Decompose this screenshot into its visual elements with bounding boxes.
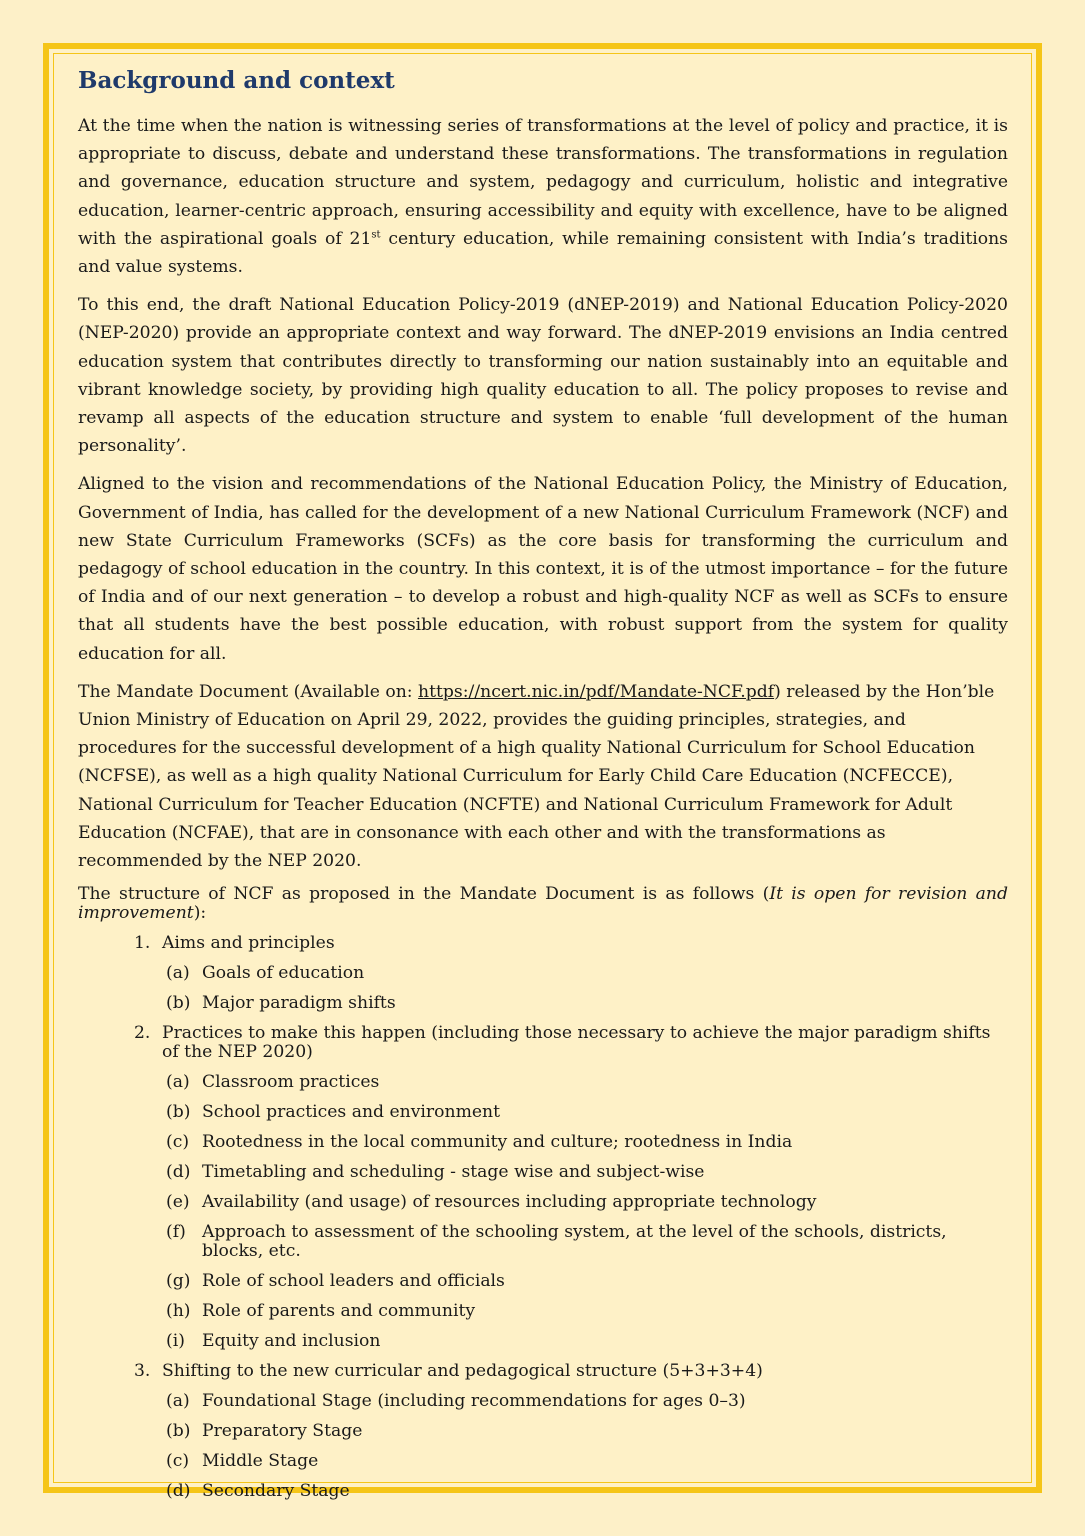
sub-list: [162, 1392, 1008, 1501]
sub-list-item: [78, 1422, 1008, 1441]
sub-list-letter: (e): [166, 1192, 190, 1213]
paragraph-1: [78, 112, 1008, 281]
sub-list-text: Rootedness in the local community and culture; rootedness in India: [202, 1132, 793, 1153]
sub-list-letter: (d): [166, 1162, 191, 1183]
list-item-text: Shifting to the new curricular and pedagogical structure (5+3+3+4): [162, 1361, 763, 1382]
sub-list-text: Middle Stage: [202, 1451, 319, 1472]
document-content: [78, 66, 1008, 1501]
sub-list-letter: (b): [166, 1102, 191, 1123]
sub-list-item: [78, 1302, 1008, 1321]
sub-list-letter: (c): [166, 1451, 190, 1472]
section-heading: Background and context: [78, 67, 395, 94]
sub-list-letter: (f): [166, 1222, 186, 1243]
list-number: 2.: [134, 1023, 151, 1044]
sub-list-item: [78, 1103, 1008, 1122]
sub-list-text: Classroom practices: [202, 1072, 380, 1093]
paragraph-3: Aligned to the vision and recommendations of the National Education Policy, the Ministry of Education, Government of India, has called for the development of a new National Curriculum Framework (NCF) and new State Curriculum Frameworks (SCFs) as the core basis for transforming the curriculum and pedagogy of school education in the country. In this context, it is of the utmost importance – for the future of India and of our next generation – to develop a robust and high-quality NCF as well as SCFs to ensure that all students have the best possible education, with robust support from the system for quality education for all.: [78, 474, 1008, 664]
sub-list: [162, 964, 1008, 1013]
sub-list-item: [78, 1392, 1008, 1411]
sub-list-letter: (d): [166, 1481, 191, 1502]
sub-list-letter: (h): [166, 1301, 191, 1322]
sub-list-item: [78, 1332, 1008, 1351]
sub-list-text: Role of school leaders and officials: [202, 1271, 505, 1292]
superscript-st: st: [371, 229, 381, 241]
sub-list-text: School practices and environment: [202, 1102, 501, 1123]
list-number: 3.: [134, 1361, 151, 1382]
sub-list-item: [78, 1193, 1008, 1212]
sub-list-letter: (a): [166, 1072, 190, 1093]
sub-list-item: [78, 1133, 1008, 1152]
paragraph-5-text-a: The structure of NCF as proposed in the Mandate Document is as follows (: [78, 884, 770, 905]
sub-list-item: [78, 1482, 1008, 1501]
sub-list-item: [78, 1272, 1008, 1291]
sub-list-item: [78, 1452, 1008, 1471]
paragraph-1-text-b: century education, while remaining consistent with India’s traditions and value systems.: [78, 228, 1008, 278]
list-item-practices: [78, 1024, 1008, 1351]
mandate-document-link[interactable]: https://ncert.nic.in/pdf/Mandate-NCF.pdf: [418, 681, 775, 702]
sub-list-letter: (c): [166, 1132, 190, 1153]
sub-list-item: [78, 1073, 1008, 1092]
sub-list-letter: (i): [166, 1331, 185, 1352]
sub-list-text: Timetabling and scheduling - stage wise and subject-wise: [202, 1162, 705, 1183]
sub-list-text: Goals of education: [202, 963, 365, 984]
paragraph-4-text-b: ) released by the Hon’ble Union Ministry of Education on April 29, 2022, provides the guiding principles, strategies, and procedures for the successful development of a high quality National Curriculum for School Education (NCFSE), as well as a high quality National Curriculum for Early Child Care Education (NCFECCE), National Curriculum for Teacher Education (NCFTE) and National Curriculum Framework for Adult Education (NCFAE), that are in consonance with each other and with the transformations as recommended by the NEP 2020.: [78, 681, 995, 872]
sub-list-text: Role of parents and community: [202, 1301, 476, 1322]
sub-list-letter: (b): [166, 1421, 191, 1442]
list-number: 1.: [134, 933, 151, 954]
sub-list-item: [78, 1163, 1008, 1182]
paragraph-4: [78, 678, 1008, 875]
sub-list-letter: (a): [166, 963, 190, 984]
list-item-text: Aims and principles: [162, 933, 335, 954]
sub-list-item: [78, 1223, 1008, 1261]
sub-list-letter: (g): [166, 1271, 191, 1292]
list-item-aims: [78, 934, 1008, 1013]
sub-list-letter: (b): [166, 993, 191, 1014]
paragraph-4-text-a: The Mandate Document (Available on:: [78, 681, 419, 702]
list-item-shifting: [78, 1362, 1008, 1501]
paragraph-5: [78, 885, 1008, 923]
structure-list: [78, 934, 1008, 1501]
sub-list: [162, 1073, 1008, 1351]
sub-list-item: [78, 964, 1008, 983]
sub-list-text: Major paradigm shifts: [202, 993, 396, 1014]
paragraph-5-italic: It is open for revision and improvement: [78, 884, 1008, 924]
sub-list-text: Foundational Stage (including recommendations for ages 0–3): [202, 1391, 746, 1412]
paragraph-2: To this end, the draft National Education Policy-2019 (dNEP-2019) and National Education Policy-2020 (NEP-2020) provide an appropriate context and way forward. The dNEP-2019 envisions an India centred education system that contributes directly to transforming our nation sustainably into an equitable and vibrant knowledge society, by providing high quality education to all. The policy proposes to revise and revamp all aspects of the education structure and system to enable ‘full development of the human personality’.: [78, 295, 1008, 457]
sub-list-text: Equity and inclusion: [202, 1331, 381, 1352]
paragraph-5-text-b: ):: [193, 903, 207, 924]
paragraph-1-text-a: At the time when the nation is witnessing series of transformations at the level of policy and practice, it is appropriate to discuss, debate and understand these transformations. The transformations in regulation and governance, education structure and system, pedagogy and curriculum, holistic and integrative education, learner-centric approach, ensuring accessibility and equity with excellence, have to be aligned with the aspirational goals of 21: [78, 116, 1008, 249]
sub-list-text: Approach to assessment of the schooling system, at the level of the schools, districts, blocks, etc.: [202, 1222, 947, 1262]
sub-list-text: Availability (and usage) of resources including appropriate technology: [202, 1192, 817, 1213]
sub-list-letter: (a): [166, 1391, 190, 1412]
sub-list-item: [78, 994, 1008, 1013]
sub-list-text: Preparatory Stage: [202, 1421, 363, 1442]
list-item-text: Practices to make this happen (including those necessary to achieve the major paradigm shifts of the NEP 2020): [162, 1023, 991, 1063]
sub-list-text: Secondary Stage: [202, 1481, 350, 1502]
